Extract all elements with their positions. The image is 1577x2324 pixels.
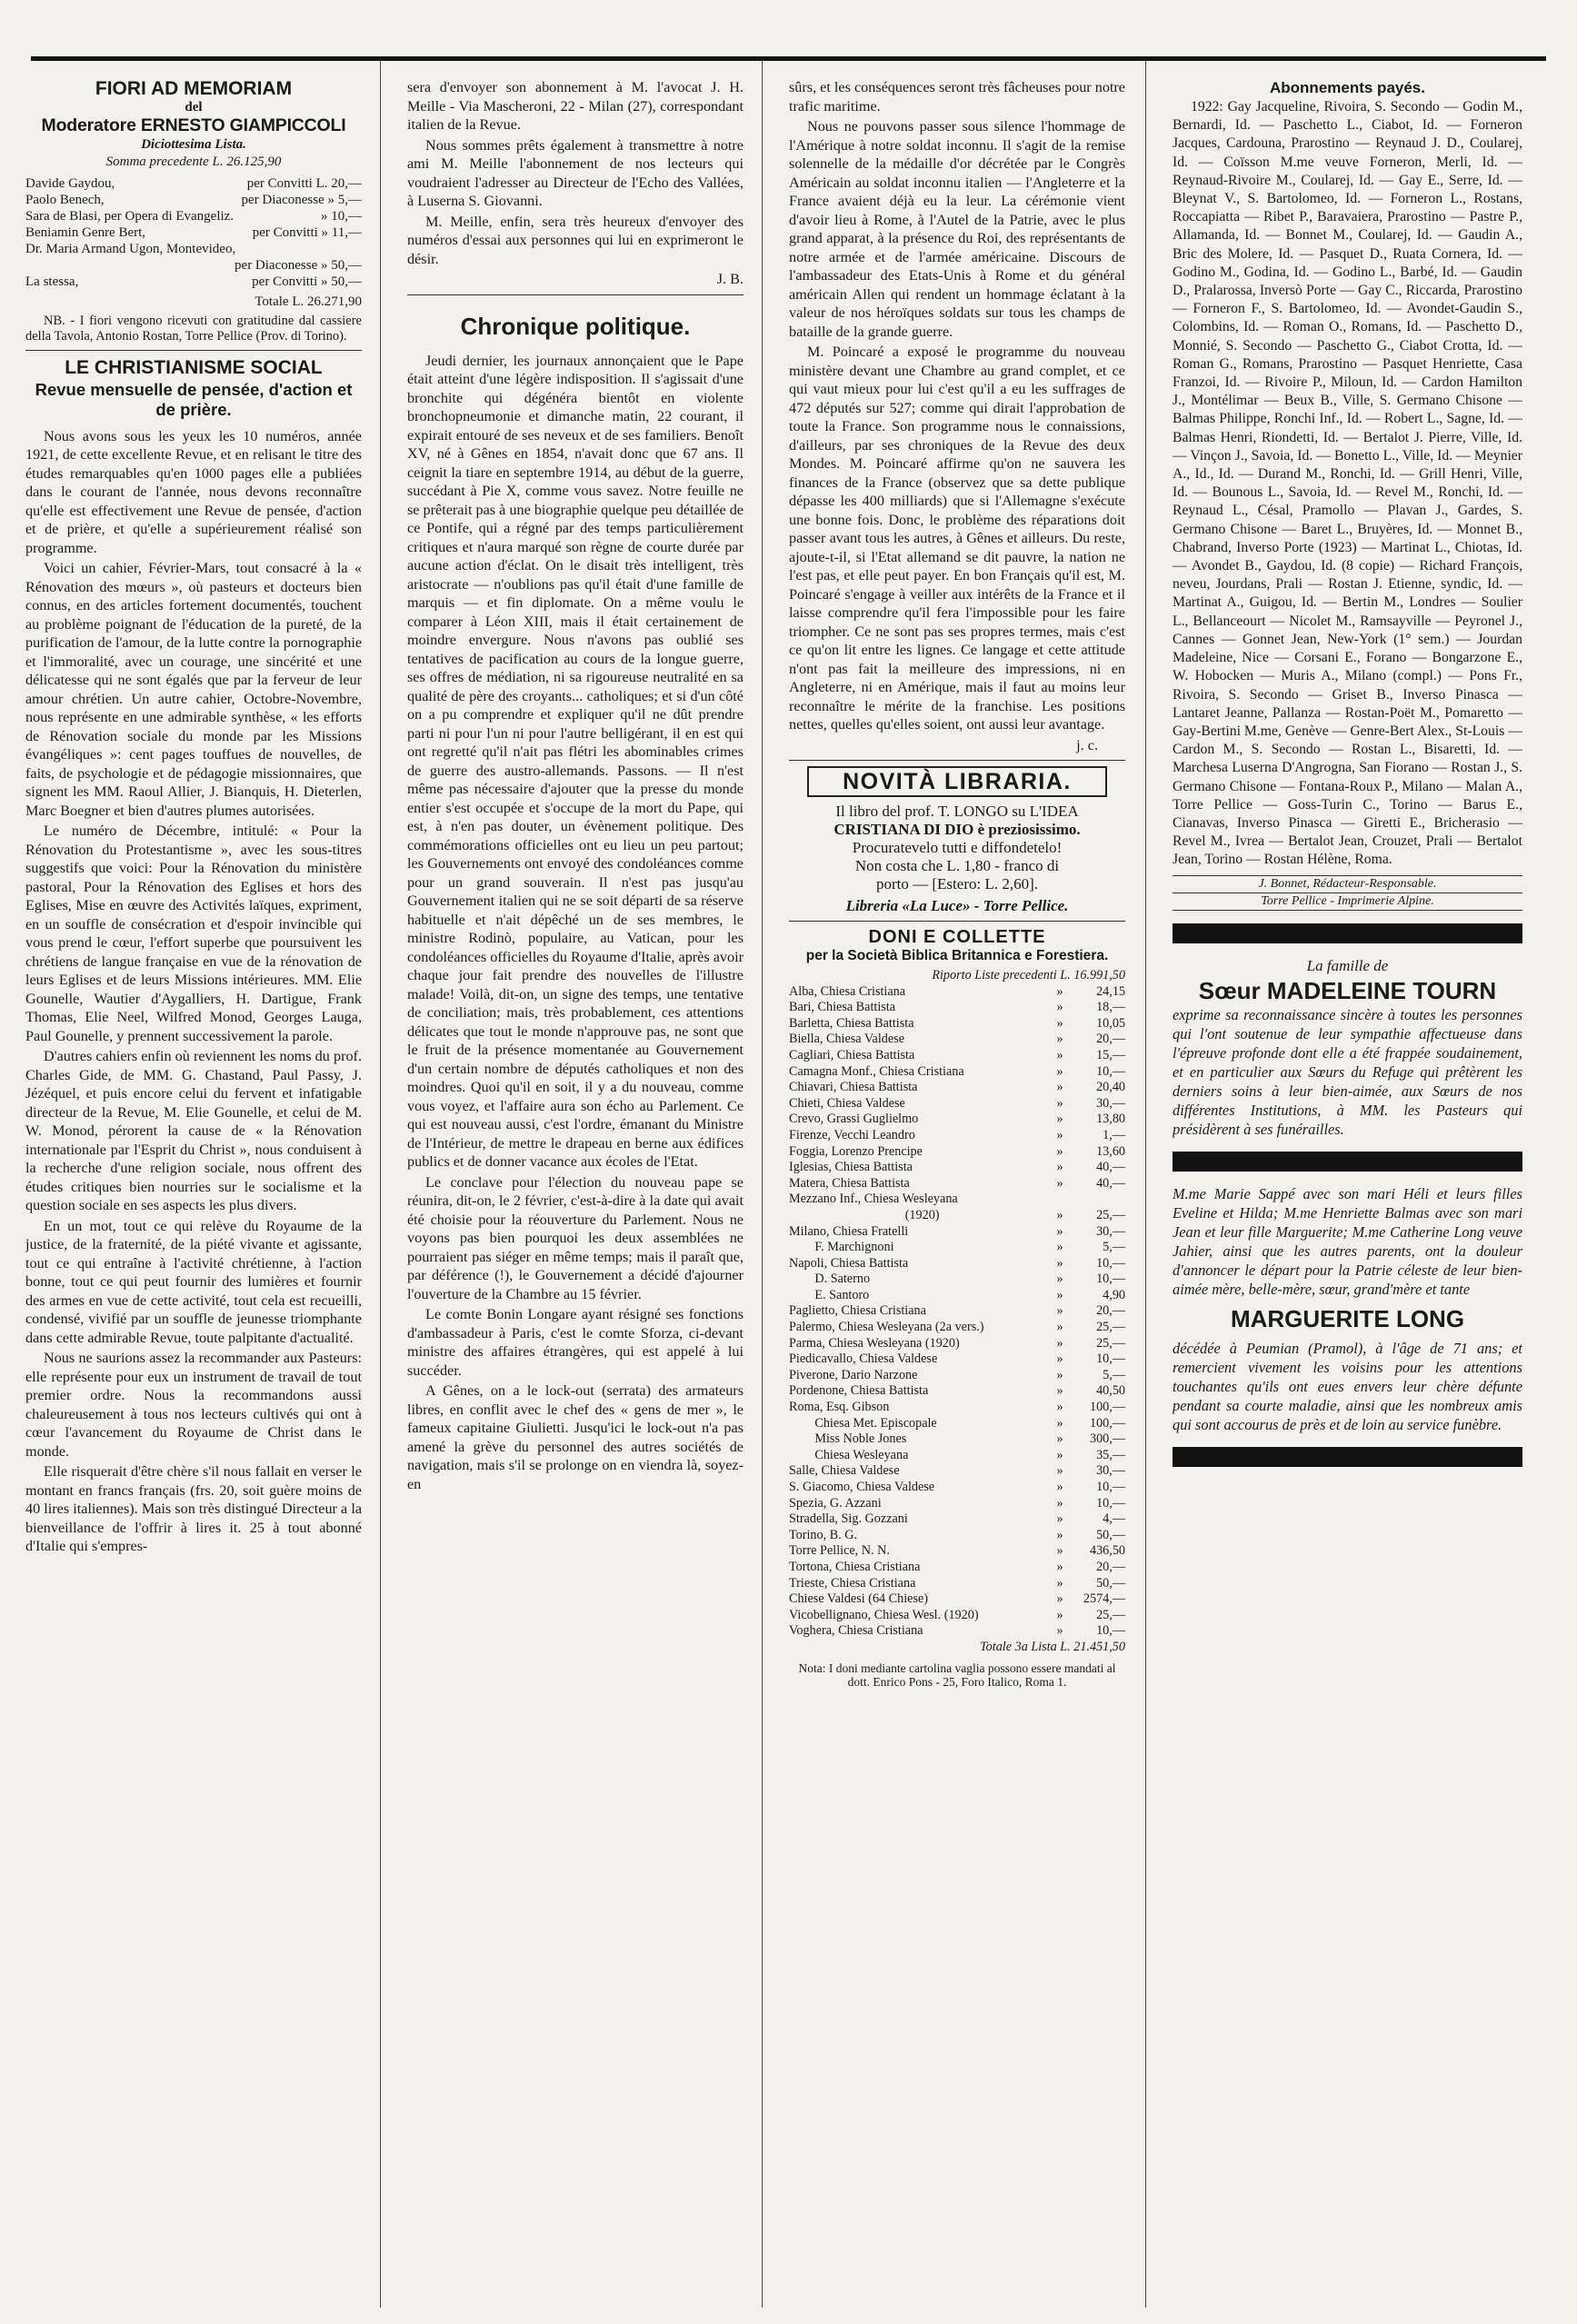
ditto-mark: » [1056, 1080, 1063, 1095]
table-row [789, 1000, 1125, 1016]
ditto-mark: » [1056, 1447, 1063, 1462]
donation-amount: 25,— [1096, 1320, 1125, 1335]
fiori-del: del [185, 100, 203, 115]
doni-subtitle: per la Società Biblica Britannica e Forestiera. [805, 948, 1109, 963]
donor-name: Palermo, Chiesa Wesleyana (2a vers.) [789, 1320, 984, 1335]
table-row [789, 1608, 1125, 1624]
article-paragraph: M. Poincaré a exposé le programme du nouveau ministère devant une Chambre au grand complet, et ce qui vaut mieux pour lui c'est qu'il a eu les suffrages de 472 députés sur 527; comme qui dirait l'approbation de toute la France. Son programme nous le connaissions, d'ailleurs, par ses chroniques de la Revue des deux Mondes. M. Poincaré affirme qu'on ne sauvera les finances de la France (observez que sa dette publique dépasse les 400 milliards) que si l'Allemagne s'exécute une bonne fois. Donc, le problème des réparations doit passer avant tous les autres, à Gênes et ailleurs. Du reste, ajoute-t-il, si l'Etat allemand se dit pauvre, la nation ne l'est pas, et elle peut payer. En bon Français qu'il est, M. Poincaré s'engage à veiller aux intérêts de la France et il laisse comprendre qu'il fera l'impossible pour les faire triompher. Ce ne sont pas ses propres termes, mais c'est ce qu'on lit entre les lignes. Ce langage et cette attitude n'ont pas fait la meilleure des impressions, ni en Angleterre, ni en Amérique, mais il faut au moins leur reconnaître le mérite de la franchise. Les positions nettes, quelles qu'elles soient, ont aussi leur avantage. [789, 344, 1125, 733]
obituary-text: M.me Marie Sappé avec son mari Héli et leurs filles Eveline et Hilda; M.me Henriette Balmas avec son mari Jean et leur fille Marguerite; M.me Catherine Long veuve Jahier, ainsi que les autres parents, ont la douleur d'annoncer le départ pour la Patrie céleste de leur bien-aimée mère, belle-mère, sœur, grand'mère et tante [1173, 1184, 1522, 1298]
imprimerie-line: Torre Pellice - Imprimerie Alpine. [1173, 893, 1522, 911]
table-row [789, 1112, 1125, 1128]
christ-title: LE CHRISTIANISME SOCIAL [65, 356, 323, 378]
table-row [789, 1560, 1125, 1576]
article-paragraph: Le numéro de Décembre, intitulé: « Pour la Rénovation du Protestantisme », avec les sous-titres suggestifs que voici: Pour la Rénovation du ministère pastoral, Pour la Rénovation des Eglises et hors des Eglises, Mise en œuvre des Activités laïques, expriment, en un souffle de consécration et d'espoir invincible qui vous prend le cœur, l'effort superbe que poursuivent les chrétiens de langue française en vue de la rénovation de leurs Eglises et de leurs Missions intérieures. MM. Elie Gounelle, Wautier d'Aygalliers, H. Dartigue, Frank Thomas, Elie Neel, Wilfred Monod, Georges Lauga, Paul Gounelle, y prennent successivement la parole. [25, 823, 362, 1044]
ditto-mark: » [1056, 1511, 1063, 1527]
ditto-mark: » [1056, 1495, 1063, 1511]
ditto-mark: » [1056, 1367, 1063, 1382]
table-row [789, 1128, 1125, 1144]
list-item: per Diaconesse » 50,— [235, 257, 362, 273]
donor-name: Voghera, Chiesa Cristiana [789, 1623, 923, 1639]
ditto-mark: » [1056, 1143, 1063, 1159]
ditto-mark: » [1056, 1431, 1063, 1447]
donation-amount: 436,50 [1089, 1543, 1125, 1559]
table-row [789, 1064, 1125, 1081]
donation-amount: 100,— [1089, 1400, 1125, 1415]
donation-amount: 10,— [1096, 1352, 1125, 1367]
table-row [789, 1032, 1125, 1048]
ditto-mark: » [1056, 1352, 1063, 1367]
table-row [789, 1591, 1125, 1608]
donor-name: (1920) [789, 1207, 940, 1222]
ditto-mark: » [1056, 1320, 1063, 1335]
table-row [789, 1400, 1125, 1416]
section-rule [25, 350, 362, 351]
table-row [789, 1383, 1125, 1400]
novita-line: Il libro del prof. T. LONGO su L'IDEA [835, 803, 1079, 820]
mourning-bar [1173, 923, 1522, 943]
donation-amount: 30,— [1096, 1095, 1125, 1111]
ditto-mark: » [1056, 1480, 1063, 1494]
donation-amount: 24,15 [1096, 983, 1125, 999]
ditto-mark: » [1056, 1047, 1063, 1062]
table-row [789, 1240, 1125, 1256]
table-row [789, 1224, 1125, 1241]
section-rule [789, 921, 1125, 922]
donor-name: F. Marchignoni [789, 1240, 894, 1255]
donation-amount: 40,— [1096, 1160, 1125, 1175]
ditto-mark: » [1056, 1463, 1063, 1479]
donor-name: Chiavari, Chiesa Battista [789, 1080, 918, 1095]
list-item: Sara de Blasi, per Opera di Evangeliz. » 10,— [25, 208, 362, 224]
doni-list [789, 968, 1125, 1656]
donation-amount: 40,— [1096, 1175, 1125, 1191]
table-row [789, 1496, 1125, 1512]
fiori-somma: Somma precedente L. 26.125,90 [105, 155, 282, 169]
donor-name: Salle, Chiesa Valdese [789, 1463, 900, 1479]
article-paragraph: Jeudi dernier, les journaux annonçaient que le Pape était atteint d'une légère indisposition. Il s'agissait d'une bronchite qui dégénéra bientôt en violente bronchopneumonie et dimanche matin, 22 courant, il expirait entouré de ses neveux et de ses familiers. Benoît XV, né à Gênes en 1854, n'avait donc que 67 ans. Il ceignit la tiare en septembre 1914, au début de la guerre, succédant à Pie X, comme vous savez. Notre feuille ne se prêterait pas à une biographie quelque peu détaillée de ce Pontife, qui a régné par des temps particulièrement critiques et n'aura marqué son règne de courte durée par aucune action d'éclat. On le disait très intelligent, très aristocrate — n'oublions pas qu'il était d'une famille de marquis — et fin diplomate. On a même voulu le comparer à Léon XIII, mais il était certainement de moindre envergure. Nous n'avons pas oublié ses tentatives de pacification au cours de la longue guerre, ses offres de médiation, ni sa rigoureuse neutralité en sa qualité de père des croyants... catholiques; et si d'un côté on a pu comprendre et expliquer qu'il ne dût prendre parti ni pour l'un ni pour l'autre belligérant, il en est qui ont regretté qu'il n'ait pas flétri les abominables crimes de guerre des austro-allemands. Passons. — Il n'est même pas nécessaire d'ajouter que la presse du monde entier s'est occupée et s'occupe de la mort du Pape, qui est, à n'en pas douter, un évènement politique. Des commémorations officielles ont eu lieu un peu partout; les Gouvernements ont envoyé des condoléances comme pour un grand souverain. Il n'est pas jusqu'au Gouvernement italien qui ne se soit départi de sa réserve habituelle et n'ait dépêché un de ses membres, le ministre Rodinò, populaire, au Vatican, pour les condoléances officielles du Royaume d'Italie, après avoir chaque jour fait prendre des nouvelles de l'illustre malade! Voilà, dit-on, un signe des temps, une tentative de conciliation; mais, très probablement, ces attentions délicates que tout le monde n'approuve pas, ne sont que le fruit de la présence momentanée au Gouvernement d'un certain nombre de députés catholiques et non des moindres. Quoi qu'il en soit, il y a du nouveau, comme vous voyez, et l'affaire aura son écho au Parlement. Ce qui est nouveau aussi, c'est l'ordre, émanant du Ministre de l'Intérieur, de mettre le drapeau en berne aux édifices publics et de donner vacance aux écoles de l'Etat. [407, 352, 744, 1170]
ditto-mark: » [1056, 1415, 1063, 1431]
donor-name: Milano, Chiesa Fratelli [789, 1223, 909, 1239]
ditto-mark: » [1056, 1623, 1063, 1639]
mourning-bar [1173, 1152, 1522, 1172]
table-row [789, 1528, 1125, 1544]
donation-amount: 5,— [1103, 1367, 1125, 1382]
donation-amount: 4,90 [1103, 1287, 1125, 1302]
section-rule [407, 294, 744, 295]
article-paragraph: sera d'envoyer son abonnement à M. l'avocat J. H. Meille - Via Mascheroni, 22 - Milan (27), correspondant italien de la Revue. [407, 79, 744, 133]
ditto-mark: » [1056, 1527, 1063, 1542]
donor-name: Parma, Chiesa Wesleyana (1920) [789, 1335, 960, 1351]
ditto-mark: » [1056, 1112, 1063, 1127]
article-paragraph: M. Meille, enfin, sera très heureux d'envoyer des numéros d'essai aux personnes qui lui en exprimeront le désir. [407, 213, 744, 267]
donation-amount: 10,— [1096, 1495, 1125, 1511]
column-divider [762, 60, 763, 2308]
obituary-text: décédée à Peumian (Pramol), à l'âge de 71 ans; et remercient vivement les voisins pour les attentions touchantes qu'ils ont eues envers leur chère défunte pendant sa courte maladie, ainsi que les nombreux amis qui sont accourus de près et de loin au service funèbre. [1173, 1339, 1522, 1433]
obituary-name: MARGUERITE LONG [1230, 1304, 1465, 1332]
doni-riporto: Riporto Liste precedenti L. 16.991,50 [932, 968, 1125, 982]
donor-name: Alba, Chiesa Cristiana [789, 983, 906, 999]
fiori-totale: Totale L. 26.271,90 [255, 294, 362, 309]
table-row [789, 1511, 1125, 1528]
table-row [789, 1303, 1125, 1320]
article-paragraph: Voici un cahier, Février-Mars, tout consacré à la « Rénovation des mœurs », où pasteurs et docteurs bien connus, en des articles fortement documentés, touchent au problème poignant de l'éducation de la pureté, de la purification de l'amour, de la lutte contre la pornographie et l'immoralité, avec un courage, une sincérité et une délicatesse qui ne sont égalés que par la ferveur de leur amour chrétien. Un autre cahier, Octobre-Novembre, nous représente en une admirable synthèse, « les efforts de Rénovation sociale du monde par les Missions évangéliques »: cent pages touffues de nouvelles, de faits, de psychologie et de pédagogie missionnaires, que signent les MM. Raoul Allier, J. Bianquis, H. Dieterlen, Marc Boegner et bien d'autres plumes autorisées. [25, 560, 362, 819]
donation-amount: 15,— [1096, 1047, 1125, 1062]
donor-name: Camagna Monf., Chiesa Cristiana [789, 1063, 964, 1079]
donation-amount: 25,— [1096, 1207, 1125, 1222]
donor-name: Pordenone, Chiesa Battista [789, 1383, 929, 1399]
ditto-mark: » [1056, 1207, 1063, 1222]
table-row [789, 1623, 1125, 1640]
donation-amount: 25,— [1096, 1335, 1125, 1351]
donor-name: Paglietto, Chiesa Cristiana [789, 1303, 926, 1319]
article-signature: J. B. [716, 271, 744, 287]
novita-line: porto — [Estero: L. 2,60]. [876, 875, 1038, 893]
list-item: Dr. Maria Armand Ugon, Montevideo, [25, 241, 236, 256]
donation-amount: 10,— [1096, 1480, 1125, 1494]
donor-name: E. Santoro [789, 1287, 870, 1302]
article-paragraph: sûrs, et les conséquences seront très fâcheuses pour notre trafic maritime. [789, 79, 1125, 115]
donor-name: Torino, B. G. [789, 1527, 858, 1542]
fiori-nb: NB. - I fiori vengono ricevuti con gratitudine dal cassiere della Tavola, Antonio Rostan, Torre Pellice (Prov. di Torino). [25, 313, 362, 344]
column-divider [380, 60, 381, 2308]
column-3 [789, 78, 1125, 2299]
ditto-mark: » [1056, 1255, 1063, 1271]
donor-name: S. Giacomo, Chiesa Valdese [789, 1480, 935, 1494]
donor-name: Matera, Chiesa Battista [789, 1175, 910, 1191]
list-item: Paolo Benech, per Diaconesse » 5,— [25, 192, 362, 207]
ditto-mark: » [1056, 1559, 1063, 1574]
donation-amount: 35,— [1096, 1447, 1125, 1462]
donor-name: Trieste, Chiesa Cristiana [789, 1575, 916, 1591]
doni-rows [789, 984, 1125, 1640]
table-row [789, 1288, 1125, 1304]
donation-amount: 30,— [1096, 1463, 1125, 1479]
donor-name: Piedicavallo, Chiesa Valdese [789, 1352, 938, 1367]
donor-name: Iglesias, Chiesa Battista [789, 1160, 913, 1175]
fiori-list [25, 175, 362, 310]
donation-amount: 13,60 [1096, 1143, 1125, 1159]
doni-title: DONI E COLLETTE [868, 927, 1046, 947]
donation-amount: 20,40 [1096, 1080, 1125, 1095]
abonnements-title: Abonnements payés. [1270, 79, 1425, 96]
table-row [789, 1144, 1125, 1161]
ditto-mark: » [1056, 1383, 1063, 1399]
table-row [789, 984, 1125, 1001]
obituary-long [1173, 1184, 1522, 1434]
table-row [789, 1368, 1125, 1384]
donation-amount: 30,— [1096, 1223, 1125, 1239]
donor-name: Cagliari, Chiesa Battista [789, 1047, 915, 1062]
donor-name: Torre Pellice, N. N. [789, 1543, 890, 1559]
article-paragraph: Nous sommes prêts également à transmettre à notre ami M. Meille l'abonnement de nos lecteurs qui voudraient l'adresser au Directeur de l'Echo des Vallées, à Luserna S. Giovanni. [407, 136, 744, 209]
fiori-moderatore: Moderatore ERNESTO GIAMPICCOLI [41, 115, 346, 135]
ditto-mark: » [1056, 1095, 1063, 1111]
donor-name: Miss Noble Jones [789, 1431, 907, 1447]
ditto-mark: » [1056, 1272, 1063, 1287]
ditto-mark: » [1056, 1543, 1063, 1559]
list-item: Beniamin Genre Bert, per Convitti » 11,— [25, 224, 362, 240]
ditto-mark: » [1056, 1303, 1063, 1319]
donor-name: Bari, Chiesa Battista [789, 1000, 896, 1015]
table-row [789, 1192, 1125, 1208]
donation-amount: 10,— [1096, 1063, 1125, 1079]
ditto-mark: » [1056, 1575, 1063, 1591]
donation-amount: 100,— [1089, 1415, 1125, 1431]
column-1 [25, 78, 362, 2299]
table-row [789, 1096, 1125, 1112]
list-item: Davide Gaydou, per Convitti L. 20,— [25, 175, 362, 191]
table-row [789, 1448, 1125, 1464]
ditto-mark: » [1056, 1032, 1063, 1047]
ditto-mark: » [1056, 1400, 1063, 1415]
ditto-mark: » [1056, 1015, 1063, 1031]
article-paragraph: En un mot, tout ce qui relève du Royaume de la justice, de la fraternité, de la piété vivante et agissante, tout ce qui entraîne à l'activité chrétienne, à l'action bonne, tout ce qui peut fournir des lumières et fournir des armes en vue de cette activité, tout cela est recueilli, condensé, vivifié par un souffle de jeunesse triomphante dans cette admirable Revue, toute palpitante d'actualité. [25, 1217, 362, 1346]
table-row [789, 1016, 1125, 1032]
donation-amount: 50,— [1096, 1575, 1125, 1591]
fiori-title: FIORI AD MEMORIAM [95, 78, 293, 99]
table-row [789, 1336, 1125, 1352]
table-row [789, 1576, 1125, 1592]
donation-amount: 10,— [1096, 1623, 1125, 1639]
novita-box [807, 766, 1107, 797]
table-row [789, 1048, 1125, 1064]
donor-name: Chiesa Wesleyana [789, 1447, 909, 1462]
novita-line: CRISTIANA DI DIO è preziosissimo. [833, 821, 1081, 838]
obituary-intro: La famille de [1306, 956, 1389, 974]
article-paragraph: Nous ne pouvons passer sous silence l'hommage de l'Amérique à notre soldat inconnu. Il s'agit de la remise solennelle de la médaille d'or décrétée par le Congrès Américain au soldat inconnu italien — l'Angleterre et la France avaient déjà eu la leur. La cérémonie vient d'avoir lieu à Rome, à l'Autel de la Patrie, avec le plus grand apparat, à la présence du Roi, des représentants de notre armée et de l'armée américaine. Discours de l'ambassadeur des Etats-Unis à Rome et du général américain Allen qui rendent un hommage éclatant à la valeur de nos héroïques soldats sur tous les champs de bataille de la grande guerre. [789, 118, 1125, 340]
redacteur-line: J. Bonnet, Rédacteur-Responsable. [1173, 875, 1522, 893]
novita-line: Libreria «La Luce» - Torre Pellice. [845, 897, 1069, 914]
article-paragraph: Elle risquerait d'être chère s'il nous fallait en verser le montant en francs français (frs. 20, soit guère moins de 40 lires italiennes). Mais son très distingué Directeur a la bienveillance de l'offrir à lires it. 25 à tout abonné d'Italie qui s'empres- [25, 1463, 362, 1554]
donation-amount: 13,80 [1096, 1112, 1125, 1127]
article-paragraph: Nous ne saurions assez la recommander aux Pasteurs: elle représente pour eux un instrument de travail de tout premier ordre. Nous la recommandons aussi chaleureusement à tous nos lecteurs cultivés qui ont à cœur l'avancement du Royaume de Christ dans le monde. [25, 1350, 362, 1460]
table-row [789, 1431, 1125, 1448]
donor-name: Tortona, Chiesa Cristiana [789, 1559, 921, 1574]
donation-amount: 4,— [1103, 1511, 1125, 1527]
donation-amount: 20,— [1096, 1559, 1125, 1574]
donor-name: Barletta, Chiesa Battista [789, 1015, 914, 1031]
donor-name: Spezia, G. Azzani [789, 1495, 882, 1511]
obituary-tourn [1173, 956, 1522, 1139]
table-row [789, 1320, 1125, 1336]
fiori-lista: Diciottesima Lista. [141, 137, 246, 152]
ditto-mark: » [1056, 1160, 1063, 1175]
ditto-mark: » [1056, 1223, 1063, 1239]
article-paragraph: Nous avons sous les yeux les 10 numéros, année 1921, de cette excellente Revue, et en relisant le titre des études remarquables qu'en 1000 pages elle a publiées dans le courant de l'année, nous devons reconnaître qu'elle est effectivement une Revue de pensée, d'action et de prière, et qu'elle a supérieurement réalisé son programme. [25, 427, 362, 556]
article-paragraph: A Gênes, on a le lock-out (serrata) des armateurs libres, en conflit avec le chef des « gens de mer », le fameux capitaine Giulietti. Jusqu'ici le lock-out n'a pas amené la grève du personnel des autres sociétés de navigation, mais s'il se prolonge on en viendra là, soyez-en [407, 1382, 744, 1492]
donor-name: Piverone, Dario Narzone [789, 1367, 918, 1382]
ditto-mark: » [1056, 1175, 1063, 1191]
column-divider [1145, 60, 1146, 2308]
novita-line: Procuratevelo tutti e diffondetelo! [852, 839, 1063, 856]
mourning-bar [1173, 1447, 1522, 1467]
ditto-mark: » [1056, 983, 1063, 999]
ditto-mark: » [1056, 1287, 1063, 1302]
table-row [789, 1416, 1125, 1432]
donation-amount: 20,— [1096, 1303, 1125, 1319]
table-row [789, 1480, 1125, 1496]
obituary-text: exprime sa reconnaissance sincère à toutes les personnes qui l'ont soutenue de leur sympathie affectueuse dans l'épreuve profonde dont elle a été frappée soudainement, et en particulier aux Sœurs du Refuge qui prêtèrent les derniers soins à leur bien-aimée, aux Sœurs de nos différentes Institutions, à MM. les Pasteurs qui présidèrent à ses funérailles. [1173, 1005, 1522, 1138]
article-paragraph: D'autres cahiers enfin où reviennent les noms du prof. Charles Gide, de MM. G. Chastand, Paul Passy, J. Jézéquel, et puis encore celui du fervent et infatigable directeur de la Revue, M. Elie Gounelle, et celui de M. W. Monod, pérorent la cause de « la Rénovation internationale par l'Esprit du Christ », nous conduisent à la recherche d'une religion sociale, nous offrent des études critiques bien nourries sur le socialisme et la question sociale en ses aspects les plus divers. [25, 1048, 362, 1213]
obituary-name: Sœur MADELEINE TOURN [1198, 976, 1497, 1004]
doni-nota: Nota: I doni mediante cartolina vaglia possono essere mandati al dott. Enrico Pons - 25, Foro Italico, Roma 1. [798, 1661, 1116, 1689]
list-item: La stessa, per Convitti » 50,— [25, 274, 362, 289]
donor-name: D. Saterno [789, 1272, 871, 1287]
donation-amount: 10,— [1096, 1272, 1125, 1287]
ditto-mark: » [1056, 1335, 1063, 1351]
ditto-mark: » [1056, 1127, 1063, 1142]
donor-name: Stradella, Sig. Gozzani [789, 1511, 908, 1527]
table-row [789, 1160, 1125, 1176]
table-row [789, 1352, 1125, 1368]
table-row [789, 1208, 1125, 1224]
chronique-title: Chronique politique. [460, 312, 691, 340]
column-4 [1173, 78, 1522, 2299]
donor-name: Firenze, Vecchi Leandro [789, 1127, 915, 1142]
table-row [789, 1176, 1125, 1192]
donation-amount: 5,— [1103, 1240, 1125, 1255]
ditto-mark: » [1056, 1063, 1063, 1079]
donation-amount: 20,— [1096, 1032, 1125, 1047]
column-2 [407, 78, 744, 2299]
donor-name: Vicobellignano, Chiesa Wesl. (1920) [789, 1607, 979, 1622]
donation-amount: 1,— [1103, 1127, 1125, 1142]
donor-name: Mezzano Inf., Chiesa Wesleyana [789, 1192, 958, 1207]
ditto-mark: » [1056, 1591, 1063, 1607]
donor-name: Biella, Chiesa Valdese [789, 1032, 905, 1047]
article-signature: j. c. [1076, 736, 1098, 753]
donor-name: Chiesa Met. Episcopale [789, 1415, 937, 1431]
donor-name: Crevo, Grassi Guglielmo [789, 1112, 919, 1127]
donation-amount: 18,— [1096, 1000, 1125, 1015]
novita-title: NOVITÀ LIBRARIA. [843, 769, 1072, 794]
masthead-rule [31, 56, 1546, 61]
donor-name: Napoli, Chiesa Battista [789, 1255, 909, 1271]
donor-name: Chiese Valdesi (64 Chiese) [789, 1591, 929, 1607]
table-row [789, 1080, 1125, 1096]
article-paragraph: Le comte Bonin Longare ayant résigné ses fonctions d'ambassadeur à Paris, c'est le comte Sforza, ci-devant ministre des affaires étrangères, qui est appelé à lui succéder. [407, 1306, 744, 1379]
donation-amount: 25,— [1096, 1607, 1125, 1622]
ditto-mark: » [1056, 1000, 1063, 1015]
donation-amount: 40,50 [1096, 1383, 1125, 1399]
section-rule [789, 760, 1125, 761]
novita-body [789, 803, 1125, 915]
donation-amount: 300,— [1089, 1431, 1125, 1447]
donor-name: Chieti, Chiesa Valdese [789, 1095, 905, 1111]
abonnements-list: 1922: Gay Jacqueline, Rivoira, S. Secondo — Godin M., Bernardi, Id. — Paschetto L., Ciabot, Id. — Forneron Jacques, Cardouna, Prarostino — Reynaud J. D., Coularej, Id. — Coïsson M.me veuve Forneron, Merli, Id. — Reynaud-Rivoire M., Coularej, Id. — Gay E., Serre, Id. — Bleynat V., S. Bartolomeo, Id. — Forneron L., Rostans, Roccapiatta — Ribet P., Baravaiera, Prarostino — Pastre P., Allamanda, Id. — Bonnet M., Coularej, Id. — Gaudin A., Bric des Molere, Id. — Pasquet D., Ruata Cornera, Id. — Godino M., Godina, Id. — Godino L., Barbé, Id. — Gaudin D., Pralarossa, Inversò Porte — Gay C., Riccarda, Prarostino — Forneron F., S. Bartolomeo, Id. — Avondet-Gaudin S., Colombins, Id. — Roman O., Romans, Id. — Paschetto D., Monnié, S. Secondo — Paschetto G., Ciabot Crotta, Id. — Roman G., Romans, Prarostino — Pasquet Henriette, Casa Franzoi, Id. — Rivoire P., Miloun, Id. — Cardon Hamilton J., Montélimar — Beux B., Ville, S. Germano Chisone — Balmas Philippe, Ronchi Inf., Id. — Robert L., Sagne, Id. — Balmas Henri, Riondetti, Id. — Bertalot J. Pierre, Ville, Id. — Vinçon J., Savoia, Id. — Bonetto L., Ville, Id. — Meynier A., Id., Id. — Durand M., Ronchi, Id. — Grill Henri, Ville, Id. — Bounous L., Savoia, Id. — Revel M., Ronchi, Id. — Reynaud L., Césal, Pramollo — Plavan J., Gardes, S. Germano Chisone — Baret L., Bruyères, Id. — Monnet B., Chabrand, Inverso Porte (1923) — Martinat L., Chiotas, Id. — Avondet B., Gaydou, Id. (8 copie) — Richard François, neveu, Jourdans, Prali — Rostan J. Etienne, syndic, Id. — Martinat A., Guigou, Id. — Bertin M., Londres — Soulier L., Bellanceourt — Nicolet M., Ramsayville — Peyronel J., Cannes — Gonnet Jean, New-York (1° sem.) — Jourdan Madeleine, Nice — Corsani E., Forano — Bongarzone E., W. Hobocken — Muris A., Milano (compl.) — Pons Fr., Rivoira, S. Secondo — Griset B., Inverso Pinasca — Lantaret Jeanne, Pallanza — Rostan-Poët M., Pomaretto — Gay-Bertini M.me, Genève — Genre-Bert Alex., St-Louis — Cardon M., S. Secondo — Rostan L., Bisaretti, Id. — Marchesa Luserna D'Angrogna, San Fiorano — Rostan J., S. Germano Chisone — Fontana-Roux P., Milano — Malan A., Torre Pellice — Goss-Turin C., Torino — Barus E., Cianavas, Inverso Pinasca — Giretti E., Bricherasio — Revel M., Ivrea — Bertalot Jean, Crouzet, Prali — Bertalot Jean, Torino — Rostan Hélène, Roma. [1173, 99, 1522, 868]
table-row [789, 1543, 1125, 1560]
donation-amount: 10,— [1096, 1255, 1125, 1271]
table-row [789, 1463, 1125, 1480]
ditto-mark: » [1056, 1607, 1063, 1622]
donor-name: Roma, Esq. Gibson [789, 1400, 890, 1415]
table-row [789, 1256, 1125, 1272]
donor-name: Foggia, Lorenzo Prencipe [789, 1143, 923, 1159]
doni-totale: Totale 3a Lista L. 21.451,50 [980, 1639, 1125, 1654]
donation-amount: 2574,— [1083, 1591, 1125, 1607]
christ-subtitle: Revue mensuelle de pensée, d'action et de prière. [35, 379, 353, 419]
donation-amount: 10,05 [1096, 1015, 1125, 1031]
article-paragraph: Le conclave pour l'élection du nouveau pape se réunira, dit-on, le 2 février, c'est-à-dire à la date qui avait été choisie pour la réouverture du Parlement. Nous ne voyons pas bien pourquoi les deux assemblées ne pourraient pas siéger en même temps; mais il paraît que, par déférence (!), le Gouvernement a décidé d'ajourner l'ouverture de la Chambre au 15 février. [407, 1173, 744, 1302]
table-row [789, 1272, 1125, 1288]
ditto-mark: » [1056, 1240, 1063, 1255]
donation-amount: 50,— [1096, 1527, 1125, 1542]
novita-line: Non costa che L. 1,80 - franco di [854, 857, 1060, 874]
